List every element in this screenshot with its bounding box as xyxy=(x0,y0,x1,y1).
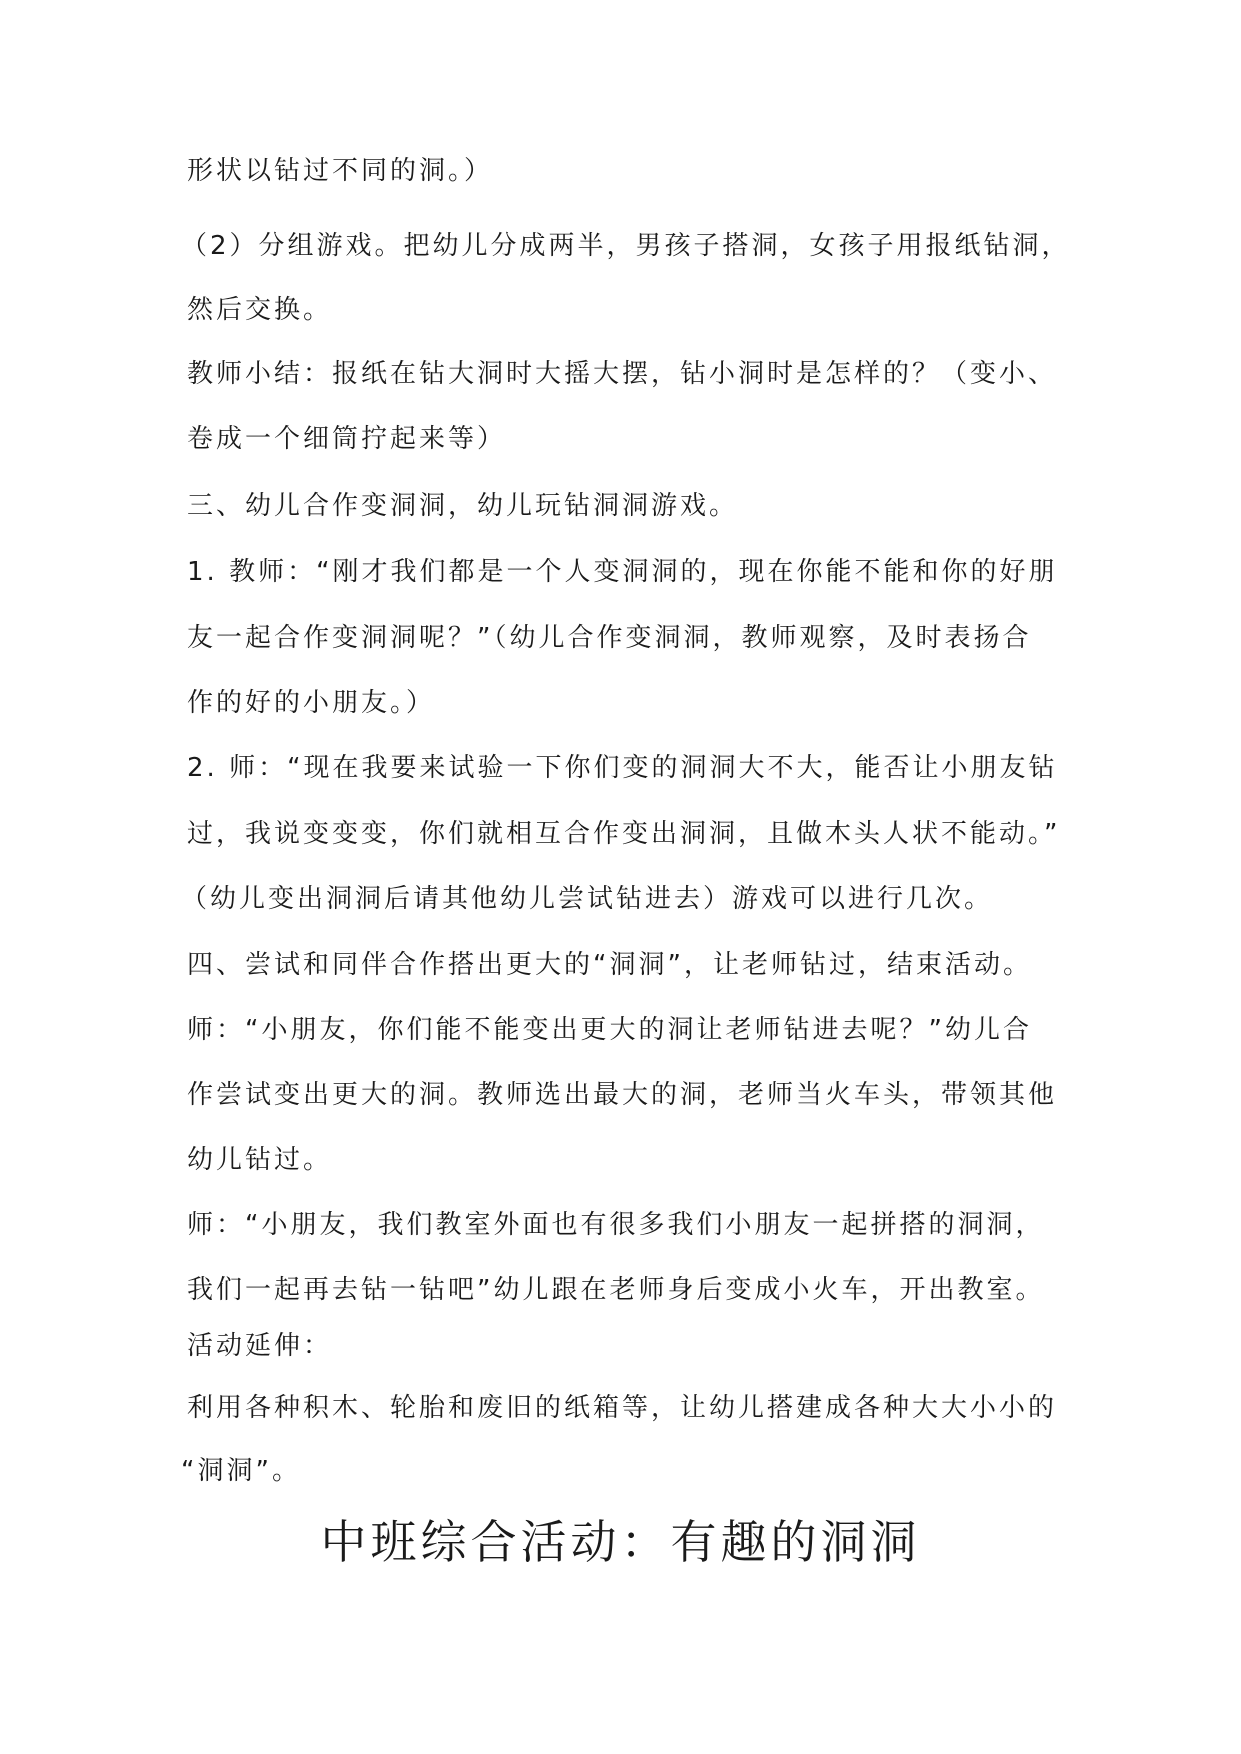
text-line: （2）分组游戏。把幼儿分成两半，男孩子搭洞，女孩子用报纸钻洞， xyxy=(181,231,1071,261)
text-line: 幼儿钻过。 xyxy=(187,1145,333,1175)
text-line: 友一起合作变洞洞呢？”（幼儿合作变洞洞，教师观察，及时表扬合 xyxy=(187,623,1032,653)
text-line: 我们一起再去钻一钻吧”幼儿跟在老师身后变成小火车，开出教室。 xyxy=(187,1275,1045,1305)
text-line: 作尝试变出更大的洞。教师选出最大的洞，老师当火车头，带领其他 xyxy=(187,1080,1058,1110)
text-line: “洞洞”。 xyxy=(181,1456,301,1486)
text-line: 师：“小朋友，你们能不能变出更大的洞让老师钻进去呢？”幼儿合 xyxy=(187,1015,1032,1045)
section-heading: 三、幼儿合作变洞洞，幼儿玩钻洞洞游戏。 xyxy=(187,491,739,521)
section-heading: 活动延伸： xyxy=(187,1331,333,1361)
text-line: 教师小结：报纸在钻大洞时大摇大摆，钻小洞时是怎样的？（变小、 xyxy=(187,359,1058,389)
text-line: 1. 教师：“刚才我们都是一个人变洞洞的，现在你能不能和你的好朋 xyxy=(187,557,1058,587)
text-line: 过，我说变变变，你们就相互合作变出洞洞，且做木头人状不能动。” xyxy=(187,819,1061,849)
document-title: 中班综合活动：有趣的洞洞 xyxy=(320,1515,921,1569)
text-line: 作的好的小朋友。） xyxy=(187,688,436,718)
text-line: 形状以钻过不同的洞。） xyxy=(187,156,494,186)
text-line: （幼儿变出洞洞后请其他幼儿尝试钻进去）游戏可以进行几次。 xyxy=(181,884,994,914)
text-line: 2. 师：“现在我要来试验一下你们变的洞洞大不大，能否让小朋友钻 xyxy=(187,753,1058,783)
text-line: 师：“小朋友，我们教室外面也有很多我们小朋友一起拼搭的洞洞， xyxy=(187,1210,1045,1240)
text-line: 然后交换。 xyxy=(187,295,333,325)
section-heading: 四、尝试和同伴合作搭出更大的“洞洞”，让老师钻过，结束活动。 xyxy=(187,950,1032,980)
text-line: 利用各种积木、轮胎和废旧的纸箱等，让幼儿搭建成各种大大小小的 xyxy=(187,1393,1058,1423)
text-line: 卷成一个细筒拧起来等） xyxy=(187,424,507,454)
